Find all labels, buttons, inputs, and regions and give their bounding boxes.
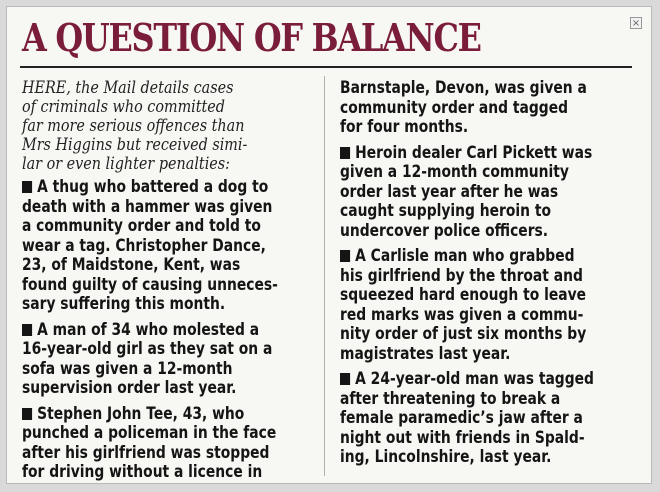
bullet-square-icon [22,324,32,336]
case-line: red marks was given a commu- [340,304,584,324]
intro-line: lar or even lighter penalties: [22,154,230,173]
case-item [22,177,316,314]
case-line: 23, of Maidstone, Kent, was [22,255,241,274]
bullet-square-icon [340,373,350,385]
case-line: sary suffering this month. [22,294,226,313]
case-line: community order and tagged [340,97,569,117]
case-line: squeezed hard enough to leave [340,285,587,304]
case-line: a community order and told to [22,216,261,235]
case-line: found guilty of causing unneces- [22,274,278,294]
case-line: A man of 34 who molested a [22,320,316,340]
intro-line: of criminals who committed [22,97,226,116]
case-line: magistrates last year. [340,343,511,363]
case-line: 16-year-old girl as they sat on a [22,339,273,358]
case-line: A Carlisle man who grabbed [340,246,634,266]
case-line: A 24-year-old man was tagged [340,369,634,389]
case-item [340,246,634,363]
bullet-square-icon [340,147,350,159]
case-line: supervision order last year. [22,378,237,397]
intro-line: Mrs Higgins but received simi- [22,135,248,154]
case-line: Heroin dealer Carl Pickett was [340,143,634,163]
intro-text [22,78,283,173]
case-line: after his girlfriend was stopped [22,442,270,462]
case-item [22,320,316,398]
case-line: Barnstaple, Devon, was given a [340,78,587,97]
intro-line: far more serious offences than [22,116,245,135]
headline-rule [20,66,632,68]
case-line: Stephen John Tee, 43, who [22,404,316,424]
case-line: order last year after he was [340,181,559,201]
case-item [340,369,634,467]
case-line: sofa was given a 12-month [22,358,233,378]
bullet-square-icon [22,181,32,193]
case-line: wear a tag. Christopher Dance, [22,235,266,255]
case-line: undercover police officers. [340,220,549,240]
column-divider [324,76,325,476]
case-line: night out with friends in Spald- [340,427,585,447]
case-line: A thug who battered a dog to [22,177,316,197]
case-line: for four months. [340,117,469,136]
right-column [340,78,640,467]
intro-line: HERE, the Mail details cases [22,78,234,97]
case-line: his girlfriend by the throat and [340,265,583,285]
case-line: death with a hammer was given [22,196,273,216]
case-line: given a 12-month community [340,162,569,181]
case-item [340,143,634,241]
bullet-square-icon [340,250,350,262]
case-line: for driving without a licence in [22,462,263,481]
case-line: after threatening to break a [340,388,561,408]
case-continuation [340,78,634,137]
case-line: punched a policeman in the face [22,423,277,442]
close-button[interactable]: × [631,18,641,29]
case-item [22,404,316,482]
case-line: nity order of just six months by [340,324,587,343]
case-line: female paramedic’s jaw after a [340,408,583,427]
left-column [22,78,322,482]
case-line: caught supplying heroin to [340,201,552,220]
bullet-square-icon [22,408,32,420]
case-line: ing, Lincolnshire, last year. [340,447,552,466]
headline: A QUESTION OF BALANCE [22,15,481,60]
